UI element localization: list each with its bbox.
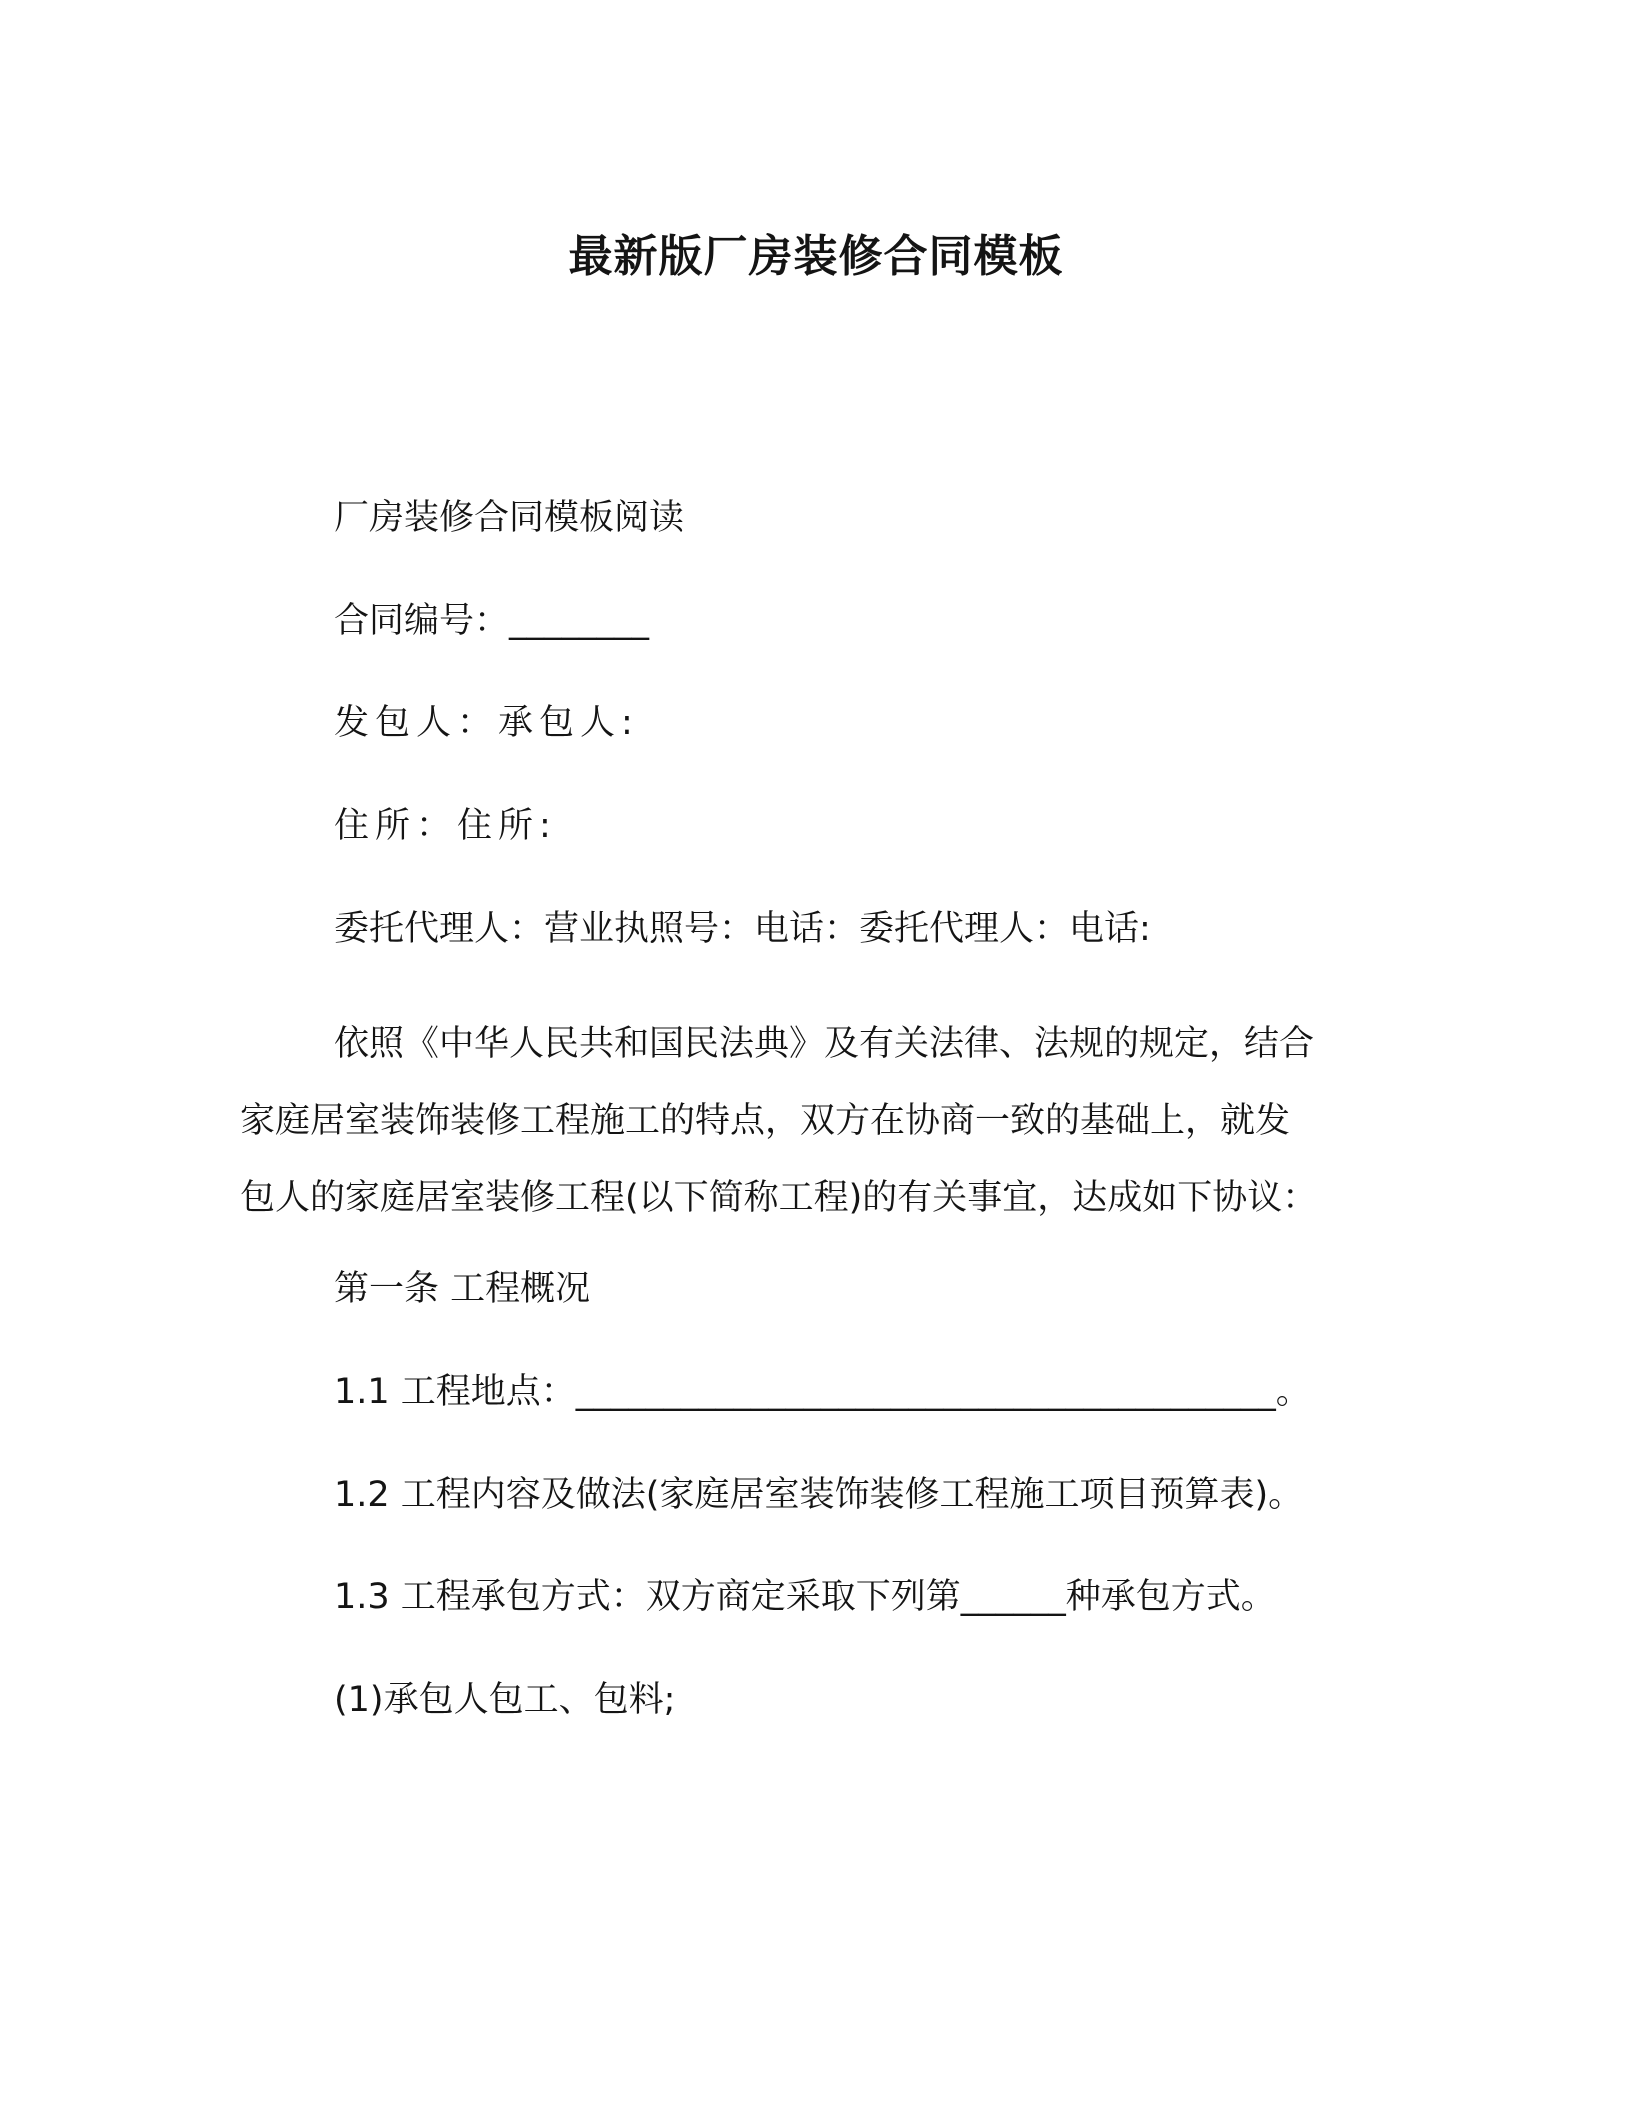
parties-line: 发包人：承包人: — [334, 703, 639, 743]
preamble-line-3: 包人的家庭居室装修工程(以下简称工程)的有关事宜，达成如下协议： — [240, 1178, 1318, 1218]
agents-line: 委托代理人：营业执照号：电话：委托代理人：电话: — [334, 909, 1151, 949]
preamble-line-2: 家庭居室装饰装修工程施工的特点，双方在协商一致的基础上，就发 — [240, 1101, 1291, 1141]
document-title: 最新版厂房装修合同模板 — [568, 231, 1064, 282]
document-subtitle: 厂房装修合同模板阅读 — [334, 498, 685, 538]
item-1-3-contract-method: 1.3 工程承包方式：双方商定采取下列第______种承包方式。 — [334, 1577, 1276, 1617]
address-line: 住所：住所: — [334, 806, 557, 846]
item-1-1-location: 1.1 工程地点：________________________________________。 — [334, 1372, 1311, 1412]
preamble-paragraph — [240, 1006, 1400, 1237]
item-1-3-option-1: (1)承包人包工、包料; — [334, 1680, 676, 1720]
item-1-2-content: 1.2 工程内容及做法(家庭居室装饰装修工程施工项目预算表)。 — [334, 1475, 1304, 1515]
preamble-line-1: 依照《中华人民共和国民法典》及有关法律、法规的规定，结合 — [334, 1024, 1315, 1064]
article-1-heading: 第一条 工程概况 — [334, 1269, 591, 1309]
contract-number-field: 合同编号：________ — [334, 601, 650, 641]
